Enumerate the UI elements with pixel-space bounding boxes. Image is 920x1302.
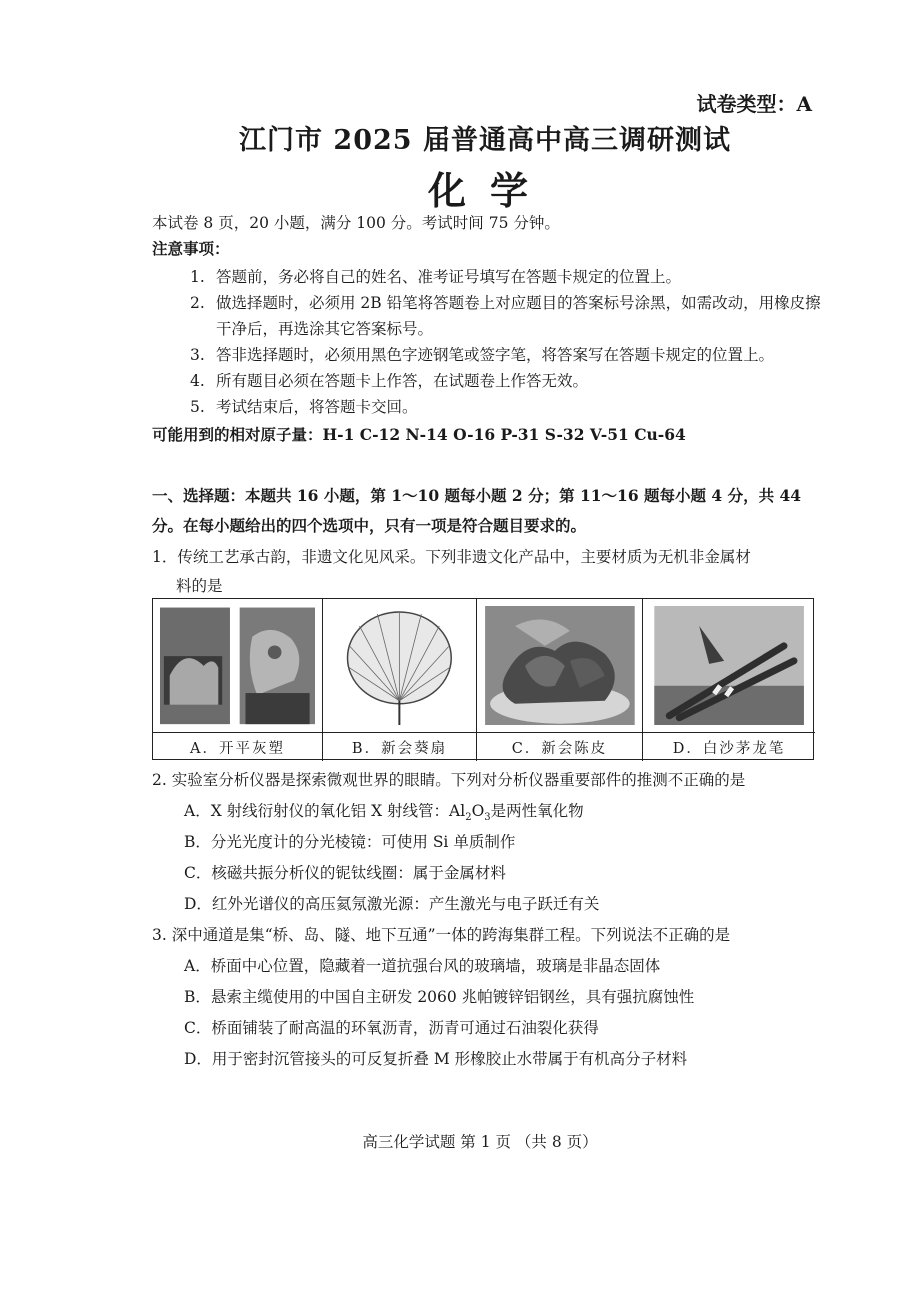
- image-cell-b: [323, 599, 477, 733]
- q2-stem: 2. 实验室分析仪器是探索微观世界的眼睛。下列对分析仪器重要部件的推测不正确的是: [152, 771, 746, 789]
- paper-type-label: 试卷类型：A: [696, 92, 812, 116]
- image-cell-d: [643, 599, 815, 733]
- notice-text: 考试结束后，将答题卡交回。: [216, 398, 418, 416]
- section1-line1: 一、选择题：本题共 16 小题，第 1～10 题每小题 2 分；第 11～16 题每小题 4 分，共 44: [152, 486, 802, 505]
- option-caption-b: B．新会葵扇: [323, 733, 477, 761]
- q2-option-a-pre: A．X 射线衍射仪的氧化铝 X 射线管：Al: [184, 802, 466, 820]
- exam-title: 江门市 2025 届普通高中高三调研测试: [239, 125, 731, 156]
- option-caption-c: C．新会陈皮: [477, 733, 643, 761]
- q3-option-c: C．桥面铺装了耐高温的环氧沥青，沥青可通过石油裂化获得: [184, 1019, 599, 1037]
- notice-item: [190, 394, 830, 420]
- subscript: 2: [465, 812, 472, 824]
- section1-line2: 分。在每小题给出的四个选项中，只有一项是符合题目要求的。: [152, 516, 587, 535]
- notice-item: [190, 264, 830, 290]
- notice-heading: 注意事项：: [152, 239, 230, 258]
- notice-num: 5.: [190, 398, 205, 416]
- q2-option-a: [184, 799, 584, 823]
- notice-text: 所有题目必须在答题卡上作答，在试题卷上作答无效。: [216, 372, 589, 390]
- notice-text: 答非选择题时，必须用黑色字迹钢笔或签字笔，将答案写在答题卡规定的位置上。: [216, 346, 775, 364]
- q1-image-table: [152, 598, 814, 760]
- q1-stem-line1: 1．传统工艺承古韵，非遗文化见风采。下列非遗文化产品中，主要材质为无机非金属材: [152, 548, 751, 566]
- q2-option-d: D．红外光谱仪的高压氦氖激光源：产生激光与电子跃迁有关: [184, 895, 600, 913]
- dried-peel-image: [484, 606, 636, 726]
- q1-stem-line2: 料的是: [176, 577, 223, 595]
- image-cell-c: [477, 599, 643, 733]
- q3-option-b: B．悬索主缆使用的中国自主研发 2060 兆帕镀锌铝钢丝，具有强抗腐蚀性: [184, 988, 695, 1006]
- q2-option-a-mid: O: [471, 802, 485, 820]
- page-footer: 高三化学试题 第 1 页 （共 8 页）: [362, 1133, 598, 1151]
- option-caption-d: D．白沙茅龙笔: [672, 740, 786, 757]
- notice-text: 做选择题时，必须用 2B 铅笔将答题卷上对应题目的答案标号涂黑，如需改动，用橡皮擦干净后，再选涂其它答案标号。: [216, 294, 821, 338]
- notice-text: 答题前，务必将自己的姓名、准考证号填写在答题卡规定的位置上。: [216, 268, 682, 286]
- q2-option-a-post: 是两性氧化物: [490, 802, 584, 820]
- subscript: 3: [484, 812, 491, 824]
- option-caption-a: A．开平灰塑: [153, 733, 323, 761]
- exam-intro: 本试卷 8 页，20 小题，满分 100 分。考试时间 75 分钟。: [152, 214, 560, 232]
- notice-list: [190, 264, 830, 420]
- notice-num: 4.: [190, 372, 205, 390]
- q3-option-a: A．桥面中心位置，隐藏着一道抗强台风的玻璃墙，玻璃是非晶态固体: [184, 957, 661, 975]
- subject-title: 化学: [427, 168, 552, 213]
- notice-item: [190, 290, 830, 342]
- q2-option-c: C．核磁共振分析仪的铌钛线圈：属于金属材料: [184, 864, 506, 882]
- atomic-masses: 可能用到的相对原子量：H-1 C-12 N-14 O-16 P-31 S-32 V-51 Cu-64: [152, 425, 686, 444]
- notice-num: 3.: [190, 346, 205, 364]
- brush-pen-image: [650, 606, 808, 726]
- palm-fan-image: [329, 606, 470, 726]
- grey-sculpture-image: [160, 606, 315, 726]
- notice-num: 1.: [190, 268, 205, 286]
- q3-stem: 3. 深中通道是集“桥、岛、隧、地下互通”一体的跨海集群工程。下列说法不正确的是: [152, 926, 731, 944]
- image-cell-a: [153, 599, 323, 733]
- q2-option-b: B．分光光度计的分光棱镜：可使用 Si 单质制作: [184, 833, 516, 851]
- q3-option-d: D．用于密封沉管接头的可反复折叠 M 形橡胶止水带属于有机高分子材料: [184, 1050, 688, 1068]
- notice-item: [190, 368, 830, 394]
- notice-num: 2.: [190, 294, 205, 312]
- notice-item: [190, 342, 830, 368]
